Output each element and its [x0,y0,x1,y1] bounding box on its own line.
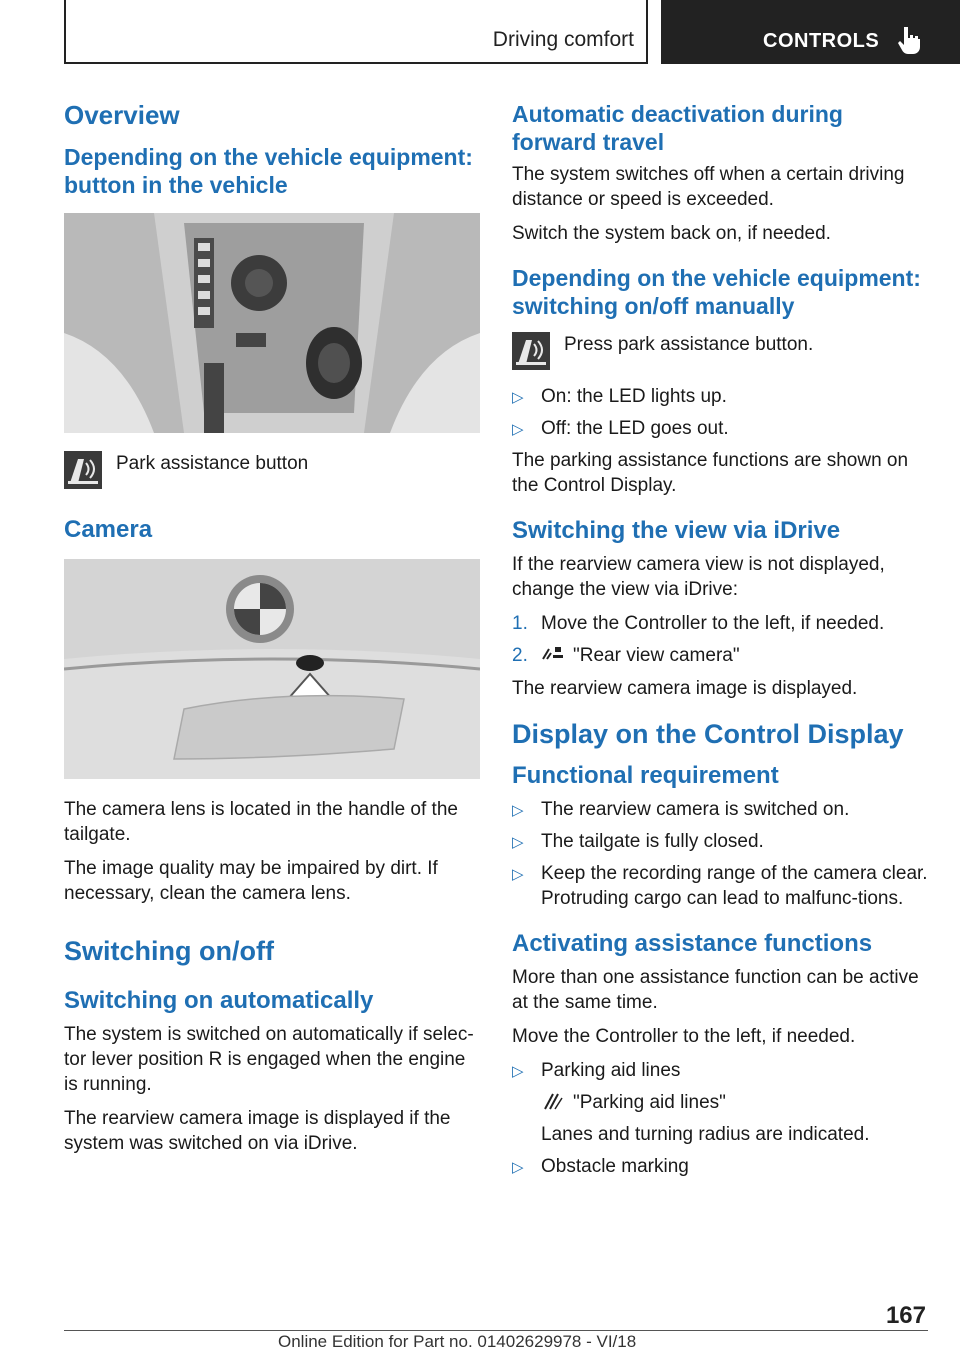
auto-paragraph-1: The system is switched on automatically if selec-tor lever position R is engaged when the engine is running. [64,1024,474,1095]
triangle-bullet-icon: ▷ [512,1063,524,1080]
triangle-bullet-icon: ▷ [512,834,524,851]
auto-paragraph-2: The rearview camera image is displayed if the system was switched on via iDrive. [64,1108,451,1154]
pointing-hand-icon [897,25,923,55]
list-item: ▷ Obstacle marking [512,1154,928,1179]
triangle-bullet-icon: ▷ [512,421,524,438]
console-photo [64,213,480,433]
overview-heading: Overview [64,100,180,130]
triangle-bullet-icon: ▷ [512,1159,524,1176]
park-assist-icon [64,451,102,489]
deactivation-paragraph-2: Switch the system back on, if needed. [512,223,831,244]
page-number: 167 [885,1302,926,1329]
header-section-box [64,0,648,64]
list-item: ▷ Off: the LED goes out. [512,416,928,441]
triangle-bullet-icon: ▷ [512,802,524,819]
parking-aid-lines-desc: Lanes and turning radius are indicated. [541,1124,870,1145]
assist-paragraph-2: Move the Controller to the left, if needed. [512,1026,856,1047]
view-after-paragraph: The rearview camera image is displayed. [512,678,858,699]
button-heading: Depending on the vehicle equipment: button in the vehicle [64,144,473,198]
header-chapter-box [661,0,960,64]
switching-auto-heading: Switching on automatically [64,987,374,1014]
manual-button-legend [512,332,928,370]
manual-list [512,384,928,441]
camera-heading: Camera [64,516,153,543]
func-req-heading: Functional requirement [512,762,779,789]
view-paragraph: If the rearview camera view is not displayed, change the view via iDrive: [512,554,885,600]
func-req-list [512,797,928,911]
manual-heading: Depending on the vehicle equipment: switching on/off manually [512,265,921,319]
left-column [64,100,482,1165]
manual-paragraph: The parking assistance functions are shown on the Control Display. [512,450,909,496]
header-section-title: Driving comfort [492,28,634,51]
assist-list [512,1058,928,1083]
parking-aid-lines-menu: "Parking aid lines" [541,1090,928,1115]
park-assist-button-legend [64,451,482,489]
list-item: ▷ On: the LED lights up. [512,384,928,409]
list-item: ▷ The rearview camera is switched on. [512,797,928,822]
list-item: ▷ The tailgate is fully closed. [512,829,928,854]
deactivation-heading: Automatic deactivation during forward travel [512,101,843,155]
park-assist-caption: Park assistance button [116,453,309,474]
triangle-bullet-icon: ▷ [512,866,524,883]
triangle-bullet-icon: ▷ [512,389,524,406]
display-heading: Display on the Control Display [512,719,904,749]
list-item: 2. "Rear view camera" [512,645,740,666]
switching-heading: Switching on/off [64,936,274,966]
camera-paragraph-1: The camera lens is located in the handle of the tailgate. [64,799,458,845]
list-item: ▷ Keep the recording range of the camera clear. Protruding cargo can lead to malfunc-tions. [512,863,928,909]
manual-caption: Press park assistance button. [564,334,814,355]
assist-paragraph-1: More than one assistance function can be active at the same time. [512,967,919,1013]
right-column [512,100,928,1186]
rear-view-camera-icon [541,645,565,663]
list-item: ▷ Parking aid lines [512,1058,928,1083]
deactivation-paragraph-1: The system switches off when a certain driving distance or speed is exceeded. [512,164,905,210]
footer-divider [64,1330,928,1331]
park-assist-icon [512,332,550,370]
tailgate-camera-photo [64,559,480,779]
list-item: 1. Move the Controller to the left, if needed. [512,613,885,634]
camera-paragraph-2: The image quality may be impaired by dirt. If necessary, clean the camera lens. [64,858,438,904]
header-chapter-title: CONTROLS [763,30,880,52]
view-heading: Switching the view via iDrive [512,517,841,544]
view-steps [512,611,928,668]
assist-heading: Activating assistance functions [512,930,873,957]
assist-list-2 [512,1154,928,1179]
parking-aid-lines-icon [541,1092,565,1110]
footer-edition: Online Edition for Part no. 01402629978 - VI/18 [278,1332,637,1351]
